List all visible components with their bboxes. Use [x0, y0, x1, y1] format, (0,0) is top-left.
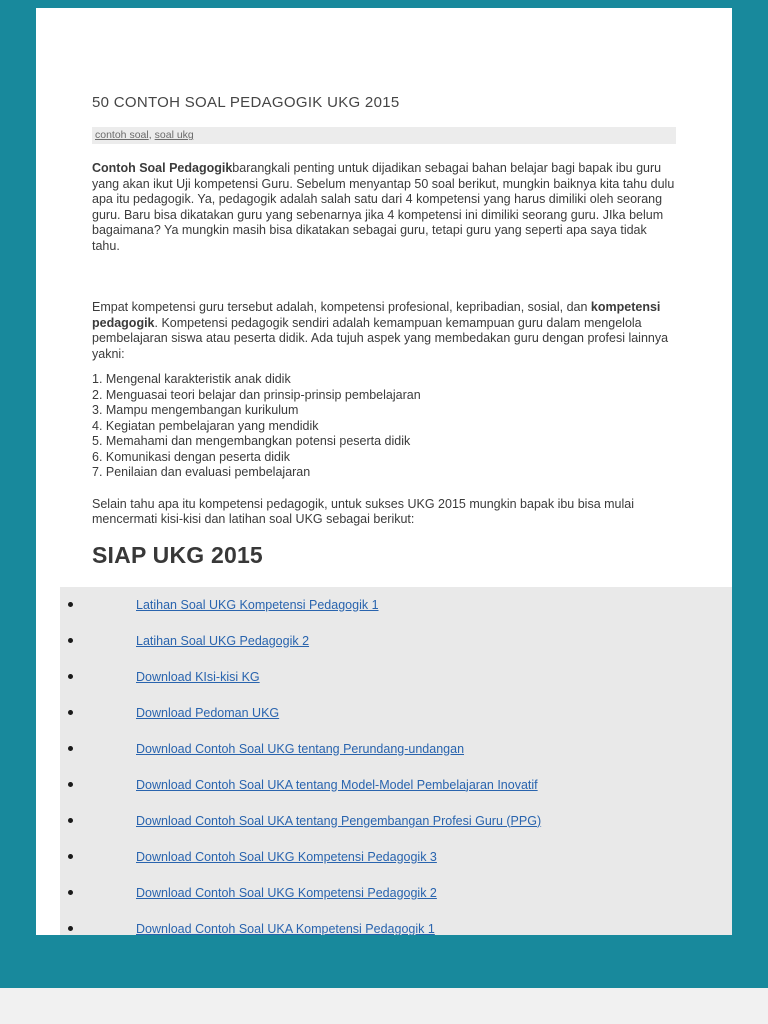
tags-bar [92, 127, 676, 144]
download-link[interactable]: Latihan Soal UKG Pedagogik 2 [136, 633, 310, 648]
link-list-item [60, 633, 732, 649]
para2-text-before: Empat kompetensi guru tersebut adalah, kompetensi profesional, kepribadian, sosial, dan [92, 300, 591, 314]
download-link[interactable]: Download Contoh Soal UKG tentang Perundang-undangan [136, 741, 465, 756]
link-list-item [60, 885, 732, 901]
tag-link-contoh-soal[interactable]: contoh soal [95, 129, 149, 141]
download-link[interactable]: Download Contoh Soal UKG Kompetensi Pedagogik 2 [136, 885, 437, 900]
tag-link-soal-ukg[interactable]: soal ukg [154, 129, 194, 141]
list-item: 7. Penilaian dan evaluasi pembelajaran [92, 465, 311, 479]
bullet-icon [68, 746, 73, 751]
download-link[interactable]: Download Contoh Soal UKA Kompetensi Pedagogik 1 [136, 921, 435, 935]
download-link[interactable]: Download Contoh Soal UKG Kompetensi Pedagogik 3 [136, 849, 437, 864]
link-list-item [60, 777, 732, 793]
document-page [36, 8, 732, 935]
footer-strip [0, 988, 768, 1024]
bullet-icon [68, 818, 73, 823]
bullet-icon [68, 926, 73, 931]
download-link[interactable]: Latihan Soal UKG Kompetensi Pedagogik 1 [136, 597, 379, 612]
bullet-icon [68, 602, 73, 607]
list-item: 3. Mampu mengembangan kurikulum [92, 403, 299, 417]
closing-paragraph: Selain tahu apa itu kompetensi pedagogik, untuk sukses UKG 2015 mungkin bapak ibu bisa mulai mencermati kisi-kisi dan latihan soal UKG sebagai berikut: [92, 496, 635, 526]
tag-separator: , [148, 129, 152, 141]
link-list-item [60, 921, 732, 936]
intro-paragraph [92, 161, 676, 254]
intro-bold-lead: Contoh Soal Pedagogik [92, 161, 233, 175]
section-heading: SIAP UKG 2015 [92, 541, 263, 568]
bullet-icon [68, 782, 73, 787]
intro-text: barangkali penting untuk dijadikan sebagai bahan belajar bagi bapak ibu guru yang akan ikut Uji kompetensi Guru. Sebelum menyantap 50 soal berikut, mungkin baiknya kita tahu dulu apa itu pedagogik. Ya, pedagogik adalah salah satu dari 4 kompetensi yang harus dimiliki oleh seorang guru. Baru bisa dikatakan guru yang sebenarnya jika 4 kompetensi ini dimiliki seorang guru. JIka belum bagaimana? Ya mungkin masih bisa dikatakan sebagai guru, tetapi guru yang seperti apa saya tidak tahu. [92, 161, 675, 253]
link-list-item [60, 849, 732, 865]
list-item: 1. Mengenal karakteristik anak didik [92, 372, 291, 386]
download-link[interactable]: Download Pedoman UKG [136, 705, 280, 720]
link-list-item [60, 597, 732, 613]
download-link[interactable]: Download Contoh Soal UKA tentang Model-Model Pembelajaran Inovatif [136, 777, 538, 792]
links-section [60, 587, 732, 936]
bullet-icon [68, 854, 73, 859]
aspek-numbered-list [92, 372, 676, 481]
bullet-icon [68, 674, 73, 679]
document-title: 50 CONTOH SOAL PEDAGOGIK UKG 2015 [92, 94, 400, 111]
link-list-item [60, 669, 732, 685]
para2-text-after: . Kompetensi pedagogik sendiri adalah kemampuan kemampuan guru dalam mengelola pembelajaran siswa atau peserta didik. Ada tujuh aspek yang membedakan guru dengan profesi lainnya yakni: [92, 315, 669, 361]
document-content [36, 8, 732, 587]
download-link[interactable]: Download Contoh Soal UKA tentang Pengembangan Profesi Guru (PPG) [136, 813, 542, 828]
bullet-icon [68, 710, 73, 715]
link-list-item [60, 741, 732, 757]
link-list-item [60, 705, 732, 721]
kompetensi-paragraph [92, 300, 676, 362]
bullet-icon [68, 890, 73, 895]
list-item: 6. Komunikasi dengan peserta didik [92, 449, 291, 464]
list-item: 5. Memahami dan mengembangkan potensi peserta didik [92, 434, 411, 448]
list-item: 2. Menguasai teori belajar dan prinsip-prinsip pembelajaran [92, 387, 421, 402]
download-link[interactable]: Download KIsi-kisi KG [136, 669, 260, 684]
list-item: 4. Kegiatan pembelajaran yang mendidik [92, 418, 319, 433]
bullet-icon [68, 638, 73, 643]
para2-bold: kompetensi pedagogik [92, 300, 661, 330]
link-list-item [60, 813, 732, 829]
